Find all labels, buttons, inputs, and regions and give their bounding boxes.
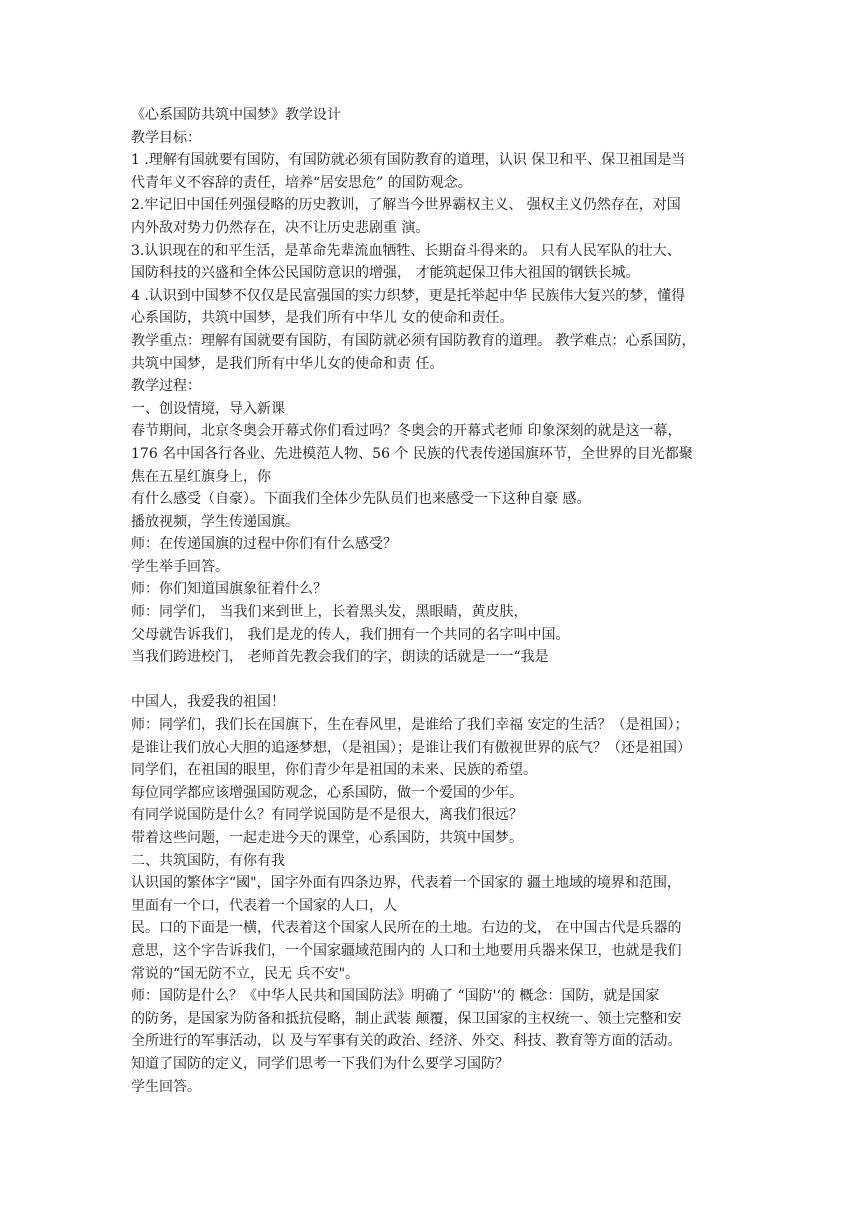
text-line: 有同学说国防是什么？有同学说国防是不是很大，离我们很远？ [131,807,523,824]
text-line: 4 .认识到中国梦不仅仅是民富强国的实力织梦，更是托举起中华 民族伟大复兴的梦，懂得 [131,287,686,304]
text-line: 师：同学们， 当我们来到世上，长着黑头发，黑眼睛，黄皮肤， [131,604,528,621]
text-line: 2.牢记旧中国任列强侵略的历史教训，了解当今世界霸权主义、 强权主义仍然存在，对国 [131,197,681,214]
section-heading: 一、创设情境，导入新课 [131,400,285,417]
text-line: 认识国的繁体字“國"，国字外面有四条边界，代表着一个国家的 疆土地域的境界和范围， [131,875,682,892]
text-line: 春节期间，北京冬奥会开幕式你们看过吗？冬奥会的开幕式老师 印象深刻的就是这一幕， [131,423,682,440]
text-line: 的防务，是国家为防备和抵抗侵略，制止武装 颠覆，保卫国家的主权统一、领土完整和安 [131,1010,682,1027]
text-line: 3.认识现在的和平生活，是革命先辈流血牺牲、长期奋斗得来的。 只有人民军队的壮大、 [131,242,681,259]
text-line: 国防科技的兴盛和全体公民国防意识的增强， 才能筑起保卫伟大祖国的钢铁长城。 [131,265,640,282]
text-line: 师：国防是什么？《中华人民共和国国防法》明确了 “国防'‘的 概念：国防，就是国家 [131,988,660,1005]
text-line: 全所进行的军事活动，以 及与军事有关的政治、经济、外交、科技、教育等方面的活动。 [131,1033,682,1050]
text-line: 播放视频，学生传递国旗。 [131,513,299,530]
section-heading: 二、共筑国防，有你有我 [131,852,285,869]
text-line: 心系国防，共筑中国梦，是我们所有中华儿 女的使命和责任。 [131,310,514,327]
text-line: 内外敌对势力仍然存在，决不让历史悲剧重 演。 [131,219,430,236]
text-line: 民。口的下面是一横，代表着这个国家人民所在的土地。右边的戈， 在中国古代是兵器的 [131,920,682,937]
document-title: 《心系国防共筑中国梦》教学设计 [131,107,341,123]
text-line: 知道了国防的定义，同学们思考一下我们为什么要学习国防？ [131,1055,509,1072]
blank-line [131,669,731,692]
text-line: 学生回答。 [131,1078,201,1095]
text-line: 代青年义不容辞的责任，培养“居安思危” 的国防观念。 [131,174,472,191]
text-line: 176 名中国各行各业、先进模范人物、56 个 民族的代表传递国旗环节，全世界的目光都聚 [131,445,693,462]
text-line: 共筑中国梦，是我们所有中华儿女的使命和责 任。 [131,355,444,372]
document-body [131,104,731,1098]
text-line: 师：在传递国旗的过程中你们有什么感受？ [131,536,397,553]
text-line: 当我们跨进校门， 老师首先教会我们的字，朗读的话就是一一“我是 [131,649,549,666]
text-line: 中国人，我爱我的祖国！ [131,694,285,711]
text-line: 师：你们知道国旗象征着什么？ [131,581,327,598]
text-line: 焦在五星红旗身上，你 [131,468,271,485]
text-line: 教学目标： [131,129,201,146]
text-line: 1 .理解有国就要有国防，有国防就必须有国防教育的道理，认识 保卫和平、保卫祖国是当 [131,152,686,169]
text-line: 常说的“国无防不立，民无 兵不安"。 [131,965,360,982]
text-line: 同学们，在祖国的眼里，你们青少年是祖国的未来、民族的希望。 [131,762,537,779]
text-line: 教学过程： [131,378,201,395]
text-line: 有什么感受（自豪）。下面我们全体少先队员们也来感受一下这种自豪 感。 [131,491,591,508]
text-line: 是谁让我们放心大胆的追逐梦想，（是祖国）；是谁让我们有傲视世界的底气？（还是祖国） [131,739,691,756]
text-line: 父母就告诉我们， 我们是龙的传人，我们拥有一个共同的名字叫中国。 [131,626,570,643]
text-line: 学生举手回答。 [131,558,229,575]
text-line: 里面有一个口，代表着一个国家的人口，人 [131,897,397,914]
text-line: 意思，这个字告诉我们，一个国家疆域范围内的 人口和土地要用兵器来保卫，也就是我们 [131,942,682,959]
text-line: 教学重点：理解有国就要有国防，有国防就必须有国防教育的道理。 教学难点：心系国防， [131,332,696,349]
text-line: 师：同学们，我们长在国旗下，生在春风里，是谁给了我们幸福 安定的生活？（是祖国）； [131,717,689,734]
text-line: 每位同学都应该增强国防观念，心系国防，做一个爱国的少年。 [131,784,523,801]
text-line: 带着这些问题，一起走进今天的课堂，心系国防，共筑中国梦。 [131,830,523,846]
